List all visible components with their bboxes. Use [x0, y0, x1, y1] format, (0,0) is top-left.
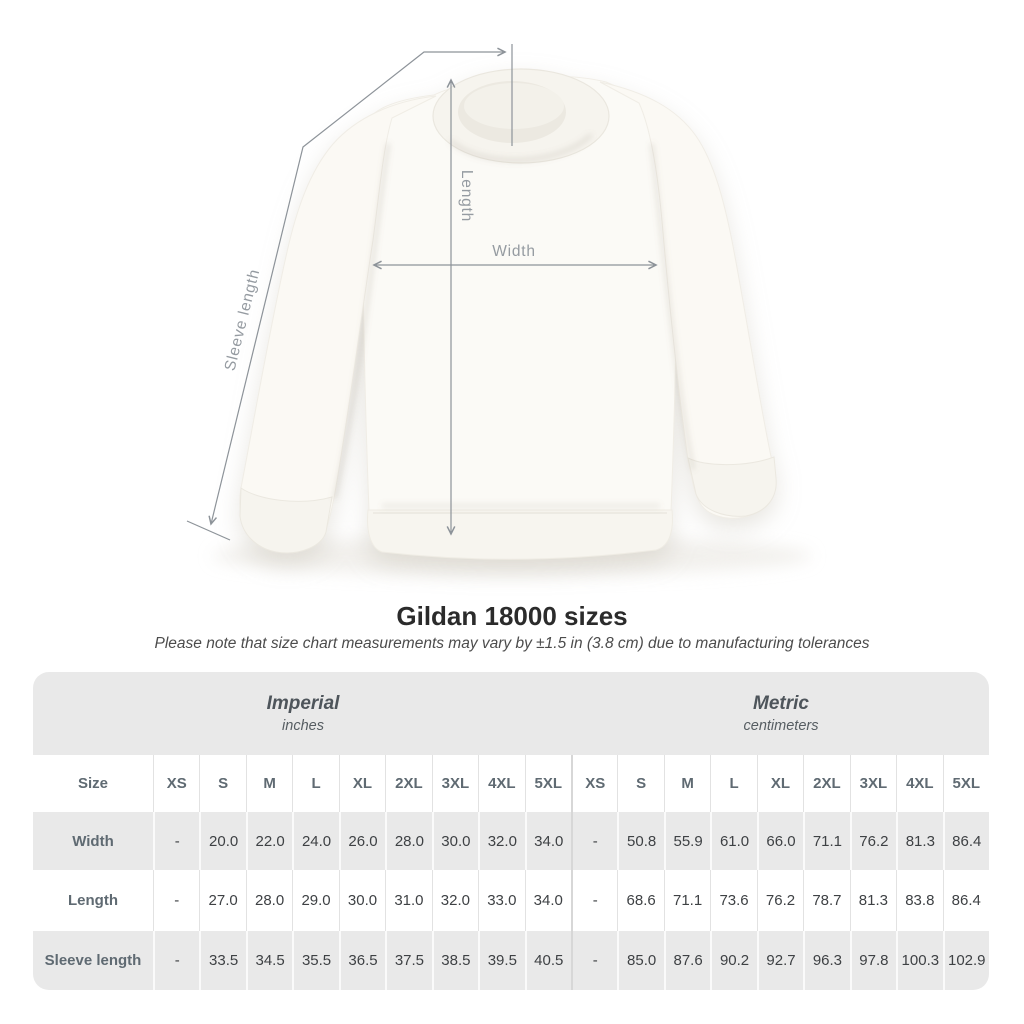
page-title: Gildan 18000 sizes: [396, 601, 628, 631]
imperial-size-header: 5XL: [525, 755, 571, 812]
value-cell: -: [153, 812, 199, 870]
length-measurement-label: Length: [458, 169, 475, 223]
value-cell: 81.3: [896, 812, 942, 870]
value-cell: 71.1: [664, 870, 710, 931]
value-cell: 68.6: [617, 870, 663, 931]
metric-header: [573, 672, 989, 755]
value-cell: 96.3: [803, 931, 849, 990]
value-cell: 36.5: [339, 931, 385, 990]
value-cell: 27.0: [199, 870, 245, 931]
value-cell: 86.4: [943, 812, 989, 870]
metric-size-header: M: [664, 755, 710, 812]
width-measurement-label: Width: [492, 243, 536, 260]
value-cell: 28.0: [246, 870, 292, 931]
value-cell: 40.5: [525, 931, 571, 990]
measurement-row: [33, 812, 989, 870]
size-column-header: Size: [77, 775, 108, 792]
value-cell: 61.0: [710, 812, 756, 870]
sleeve-length-measurement-label: Sleeve length: [221, 267, 264, 373]
value-cell: 34.5: [246, 931, 292, 990]
value-cell: -: [153, 931, 199, 990]
row-label: Length: [68, 892, 118, 909]
size-table: [33, 672, 989, 990]
value-cell: 97.8: [850, 931, 896, 990]
value-cell: 78.7: [803, 870, 849, 931]
value-cell: -: [571, 931, 617, 990]
imperial-size-header: L: [292, 755, 338, 812]
metric-size-header: L: [710, 755, 756, 812]
value-cell: 30.0: [432, 812, 478, 870]
metric-size-header: 2XL: [803, 755, 849, 812]
value-cell: 26.0: [339, 812, 385, 870]
value-cell: 50.8: [617, 812, 663, 870]
metric-size-header: S: [617, 755, 663, 812]
value-cell: 83.8: [896, 870, 942, 931]
imperial-size-header: XL: [339, 755, 385, 812]
value-cell: 28.0: [385, 812, 431, 870]
value-cell: 73.6: [710, 870, 756, 931]
imperial-header: [33, 672, 573, 755]
size-grid: [33, 755, 989, 990]
metric-size-header: 3XL: [850, 755, 896, 812]
value-cell: 100.3: [896, 931, 942, 990]
value-cell: 71.1: [803, 812, 849, 870]
value-cell: 34.0: [525, 812, 571, 870]
value-cell: 33.5: [199, 931, 245, 990]
value-cell: -: [571, 870, 617, 931]
metric-size-header: XS: [571, 755, 617, 812]
imperial-size-header: S: [199, 755, 245, 812]
value-cell: 76.2: [757, 870, 803, 931]
imperial-title: Imperial: [266, 693, 340, 714]
value-cell: 30.0: [339, 870, 385, 931]
value-cell: 29.0: [292, 870, 338, 931]
imperial-size-header: 2XL: [385, 755, 431, 812]
imperial-size-header: 4XL: [478, 755, 524, 812]
value-cell: 39.5: [478, 931, 524, 990]
measurement-row: [33, 931, 989, 990]
value-cell: -: [571, 812, 617, 870]
metric-size-header: 4XL: [896, 755, 942, 812]
unit-header-band: [33, 672, 989, 755]
value-cell: 24.0: [292, 812, 338, 870]
value-cell: 32.0: [478, 812, 524, 870]
value-cell: 102.9: [943, 931, 989, 990]
value-cell: 90.2: [710, 931, 756, 990]
row-label: Width: [72, 832, 114, 850]
imperial-size-header: 3XL: [432, 755, 478, 812]
row-label: Sleeve length: [44, 952, 142, 969]
value-cell: 81.3: [850, 870, 896, 931]
cuff-reference-tick: [187, 521, 230, 540]
sweatshirt-garment: [240, 69, 776, 559]
value-cell: 66.0: [757, 812, 803, 870]
value-cell: 35.5: [292, 931, 338, 990]
value-cell: 92.7: [757, 931, 803, 990]
value-cell: 38.5: [432, 931, 478, 990]
measurement-row: [33, 870, 989, 931]
value-cell: -: [153, 870, 199, 931]
metric-size-header: 5XL: [943, 755, 989, 812]
value-cell: 76.2: [850, 812, 896, 870]
size-header-row: [33, 755, 989, 812]
value-cell: 87.6: [664, 931, 710, 990]
value-cell: 37.5: [385, 931, 431, 990]
value-cell: 32.0: [432, 870, 478, 931]
value-cell: 34.0: [525, 870, 571, 931]
metric-title: Metric: [753, 693, 809, 714]
value-cell: 31.0: [385, 870, 431, 931]
imperial-size-header: M: [246, 755, 292, 812]
value-cell: 20.0: [199, 812, 245, 870]
value-cell: 33.0: [478, 870, 524, 931]
value-cell: 86.4: [943, 870, 989, 931]
imperial-subtitle: inches: [282, 718, 324, 734]
metric-subtitle: centimeters: [743, 718, 819, 734]
value-cell: 22.0: [246, 812, 292, 870]
metric-size-header: XL: [757, 755, 803, 812]
value-cell: 55.9: [664, 812, 710, 870]
tolerance-note: Please note that size chart measurements may vary by ±1.5 in (3.8 cm) due to manufacturing tolerances: [154, 635, 870, 652]
imperial-size-header: XS: [153, 755, 199, 812]
value-cell: 85.0: [617, 931, 663, 990]
